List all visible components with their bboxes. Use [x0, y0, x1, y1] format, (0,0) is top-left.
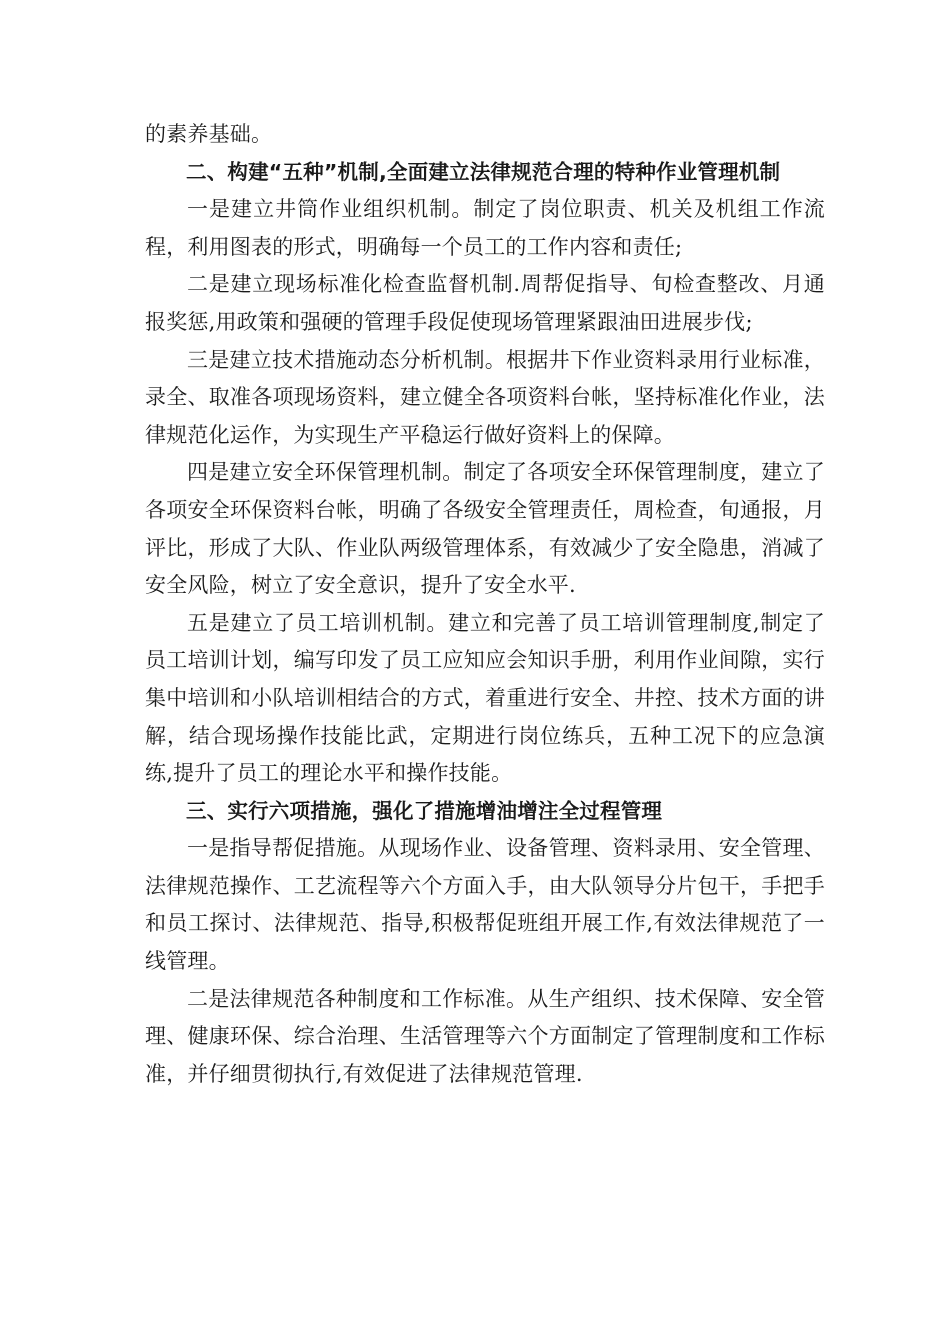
paragraph-mechanism-four: 四是建立安全环保管理机制。制定了各项安全环保管理制度，建立了各项安全环保资料台帐，明确了各级安全管理责任，周检查，旬通报，月评比，形成了大队、作业队两级管理体系，有效减少了安全隐患，消减了安全风险，树立了安全意识，提升了安全水平.: [145, 460, 825, 598]
paragraph-mechanism-two: 二是建立现场标准化检查监督机制.周帮促指导、旬检查整改、月通报奖惩,用政策和强硬的管理手段促使现场管理紧跟油田进展步伐;: [145, 272, 825, 334]
document-page: [145, 116, 825, 1093]
paragraph-continuation: 的素养基础。: [145, 122, 273, 146]
section-heading-two: 二、构建“五种”机制,全面建立法律规范合理的特种作业管理机制: [186, 159, 781, 184]
paragraph-measure-two: 二是法律规范各种制度和工作标准。从生产组织、技术保障、安全管理、健康环保、综合治理、生活管理等六个方面制定了管理制度和工作标准，并仔细贯彻执行,有效促进了法律规范管理.: [145, 986, 825, 1086]
paragraph-mechanism-three: 三是建立技术措施动态分析机制。根据井下作业资料录用行业标准，录全、取准各项现场资料，建立健全各项资料台帐，坚持标准化作业，法律规范化运作，为实现生产平稳运行做好资料上的保障。: [145, 347, 825, 447]
section-heading-three: 三、实行六项措施，强化了措施增油增注全过程管理: [186, 798, 663, 823]
paragraph-mechanism-five: 五是建立了员工培训机制。建立和完善了员工培训管理制度,制定了员工培训计划，编写印发了员工应知应会知识手册，利用作业间隙，实行集中培训和小队培训相结合的方式，着重进行安全、井控、技术方面的讲解，结合现场操作技能比武，定期进行岗位练兵，五种工况下的应急演练,提升了员工的理论水平和操作技能。: [145, 610, 825, 786]
paragraph-measure-one: 一是指导帮促措施。从现场作业、设备管理、资料录用、安全管理、法律规范操作、工艺流程等六个方面入手，由大队领导分片包干，手把手和员工探讨、法律规范、指导,积极帮促班组开展工作,有效法律规范了一线管理。: [145, 836, 825, 974]
paragraph-mechanism-one: 一是建立井筒作业组织机制。制定了岗位职责、机关及机组工作流程，利用图表的形式，明确每一个员工的工作内容和责任;: [145, 197, 825, 259]
